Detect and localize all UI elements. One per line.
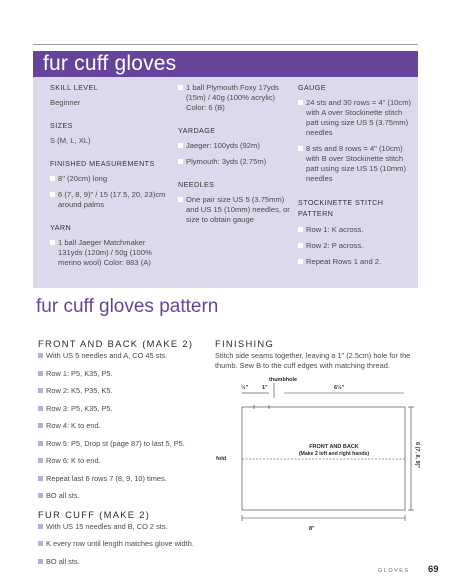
bullet-square-icon — [38, 541, 43, 546]
bullet-square-icon — [298, 100, 303, 105]
bullet-square-icon — [178, 197, 183, 202]
list-item: 24 sts and 30 rows = 4" (10cm) with A over Stockinette stitch patt using size US 5 (3.75mm) needles — [298, 98, 416, 138]
front-back-label: FRONT AND BACK — [309, 444, 359, 450]
bullet-square-icon — [298, 243, 303, 248]
pattern-title: fur cuff gloves pattern — [36, 296, 219, 317]
bullet-square-icon — [38, 388, 43, 393]
list-item: K every row until length matches glove width. — [38, 539, 208, 549]
list-item: Repeat last 6 rows 7 (8, 9, 10) times. — [38, 474, 208, 484]
thumbhole-label: thumbhole — [269, 377, 298, 383]
bullet-square-icon — [38, 559, 43, 564]
list-item: Row 3: P5, K35, P5. — [38, 404, 208, 414]
stitch-pattern-heading: STOCKINETTE STITCH PATTERN — [298, 198, 384, 218]
skill-level-value: Beginner — [50, 98, 81, 107]
yarn-heading: YARN — [50, 223, 72, 232]
bullet-square-icon — [298, 227, 303, 232]
page-number: 69 — [428, 564, 439, 575]
footer-section-label: GLOVES — [378, 568, 410, 574]
bullet-square-icon — [38, 458, 43, 463]
bullet-square-icon — [178, 143, 183, 148]
list-item: Row 6: K to end. — [38, 456, 208, 466]
finishing-section — [215, 338, 420, 371]
list-item: BO all sts. — [38, 491, 208, 501]
sizes-value: S (M, L, XL) — [50, 136, 91, 145]
finished-heading: FINISHED MEASUREMENTS — [50, 159, 155, 168]
finishing-heading: FINISHING — [215, 338, 275, 349]
list-item: Repeat Rows 1 and 2. — [298, 257, 416, 267]
list-item: Row 2: P across. — [298, 241, 416, 251]
sizes-heading: SIZES — [50, 121, 73, 130]
make-hands-label: (Make 2 left and right hands) — [298, 451, 370, 457]
bullet-square-icon — [38, 423, 43, 428]
list-item: Row 2: K5, P35, K5. — [38, 386, 208, 396]
list-item: 1 ball Plymouth Foxy 17yds (15m) / 40g (100% acrylic) Color: 6 (B) — [178, 83, 290, 113]
bullet-square-icon — [50, 176, 55, 181]
list-item: 6 (7, 8, 9)" / 15 (17.5, 20, 23)cm around palms — [50, 190, 168, 210]
info-panel — [33, 77, 418, 288]
banner-title: fur cuff gloves — [43, 52, 177, 75]
glove-piece-outline — [242, 407, 405, 510]
front-back-heading: FRONT AND BACK (MAKE 2) — [38, 338, 194, 349]
bullet-square-icon — [38, 441, 43, 446]
gauge-heading: GAUGE — [298, 83, 326, 92]
one-inch-label: 1" — [262, 385, 268, 391]
width-label: 8" — [309, 526, 315, 532]
fur-cuff-heading: FUR CUFF (MAKE 2) — [38, 508, 151, 520]
list-item: BO all sts. — [38, 557, 208, 567]
info-column-2 — [178, 83, 290, 231]
needles-heading: NEEDLES — [178, 180, 215, 189]
half-inch-label: ½" — [241, 385, 249, 391]
info-column-3 — [298, 83, 416, 273]
list-item: Row 5: P5, Drop st (page 87) to last 5, P5. — [38, 439, 208, 449]
list-item: One pair size US 5 (3.75mm) and US 15 (10mm) needles, or size to obtain gauge — [178, 195, 290, 225]
bullet-square-icon — [50, 240, 55, 245]
bullet-square-icon — [38, 406, 43, 411]
bullet-square-icon — [298, 259, 303, 264]
skill-level-heading: SKILL LEVEL — [50, 83, 99, 92]
height-label: 6 (7, 8, 9)" — [414, 442, 420, 469]
schematic-diagram — [214, 372, 424, 532]
list-item: Jaeger: 100yds (92m) — [178, 141, 290, 151]
bullet-square-icon — [298, 146, 303, 151]
instructions-column — [38, 338, 208, 574]
bullet-square-icon — [38, 476, 43, 481]
list-item: Row 1: P5, K35, P5. — [38, 369, 208, 379]
six-half-label: 6½" — [334, 385, 345, 391]
fold-label: fold — [216, 456, 227, 462]
list-item: With US 15 needles and B, CO 2 sts. — [38, 522, 208, 532]
info-column-1 — [50, 83, 168, 274]
list-item: Plymouth: 3yds (2.75m) — [178, 157, 290, 167]
bullet-square-icon — [50, 192, 55, 197]
bullet-square-icon — [38, 371, 43, 376]
bullet-square-icon — [38, 493, 43, 498]
title-banner — [33, 51, 418, 77]
bullet-square-icon — [38, 524, 43, 529]
list-item: Row 4: K to end. — [38, 421, 208, 431]
bullet-square-icon — [178, 159, 183, 164]
list-item: 8" (20cm) long — [50, 174, 168, 184]
list-item: 1 ball Jaeger Matchmaker 131yds (120m) / 50g (100% merino wool) Color: 883 (A) — [50, 238, 168, 268]
top-rule — [33, 44, 418, 45]
list-item: 8 sts and 8 rows = 4" (10cm) with B over Stockinette stitch patt using size US 15 (10mm) needles — [298, 144, 416, 184]
yardage-heading: YARDAGE — [178, 126, 216, 135]
bullet-square-icon — [178, 85, 183, 90]
list-item: Row 1: K across. — [298, 225, 416, 235]
bullet-square-icon — [38, 353, 43, 358]
finishing-text: Stitch side seams together, leaving a 1" (2.5cm) hole for the thumb. Sew B to the cuff edges with matching thread. — [215, 351, 411, 370]
list-item: With US 5 needles and A, CO 45 sts. — [38, 351, 208, 361]
